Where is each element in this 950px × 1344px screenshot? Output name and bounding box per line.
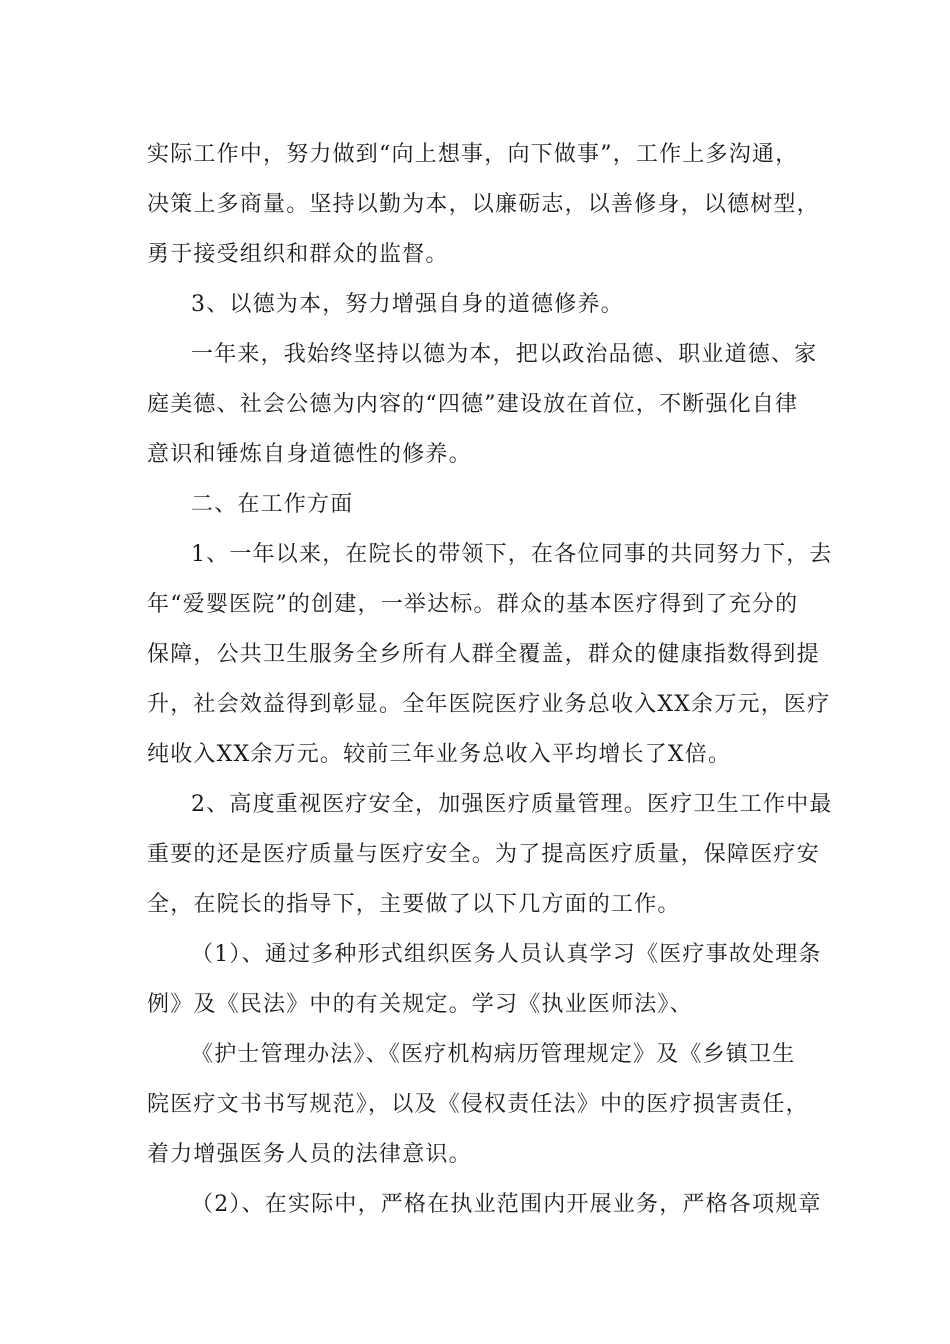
text-line: 意识和锤炼自身道德性的修养。	[147, 442, 472, 467]
text-line: 《护士管理办法》、《医疗机构病历管理规定》及《乡镇卫生	[191, 1042, 796, 1067]
section-heading: 二、在工作方面	[191, 492, 354, 517]
text-line: 院医疗文书书写规范》，以及《侵权责任法》中的医疗损害责任，	[147, 1092, 809, 1117]
text-line: 升，社会效益得到彰显。全年医院医疗业务总收入XX余万元，医疗	[147, 692, 831, 717]
text-line: 庭美德、社会公德为内容的“四德”建设放在首位，不断强化自律	[147, 392, 799, 417]
text-line: 例》及《民法》中的有关规定。学习《执业医师法》、	[147, 992, 693, 1017]
text-line: 保障，公共卫生服务全乡所有人群全覆盖，群众的健康指数得到提	[147, 642, 820, 667]
text-line: 决策上多商量。坚持以勤为本，以廉砺志，以善修身，以德树型，	[147, 192, 820, 217]
text-line: 1、一年以来，在院长的带领下，在各位同事的共同努力下，去	[191, 542, 833, 567]
document-body	[147, 130, 833, 1230]
section-heading: 3、以德为本，努力增强自身的道德修养。	[191, 292, 624, 317]
text-line: 年“爱婴医院”的创建，一举达标。群众的基本医疗得到了充分的	[147, 592, 799, 617]
text-line: 一年来，我始终坚持以德为本，把以政治品德、职业道德、家	[191, 342, 818, 367]
text-line: 纯收入XX余万元。较前三年业务总收入平均增长了X倍。	[147, 742, 732, 767]
text-line: （1）、通过多种形式组织医务人员认真学习《医疗事故处理条	[191, 942, 822, 967]
text-line: 全，在院长的指导下，主要做了以下几方面的工作。	[147, 892, 681, 917]
text-line: 勇于接受组织和群众的监督。	[147, 242, 449, 267]
text-line: （2）、在实际中，严格在执业范围内开展业务，严格各项规章	[191, 1192, 822, 1217]
text-line: 实际工作中，努力做到“向上想事，向下做事”，工作上多沟通，	[147, 142, 799, 167]
text-line: 重要的还是医疗质量与医疗安全。为了提高医疗质量，保障医疗安	[147, 842, 820, 867]
text-line: 2、高度重视医疗安全，加强医疗质量管理。医疗卫生工作中最	[191, 792, 833, 817]
text-line: 着力增强医务人员的法律意识。	[147, 1142, 472, 1167]
